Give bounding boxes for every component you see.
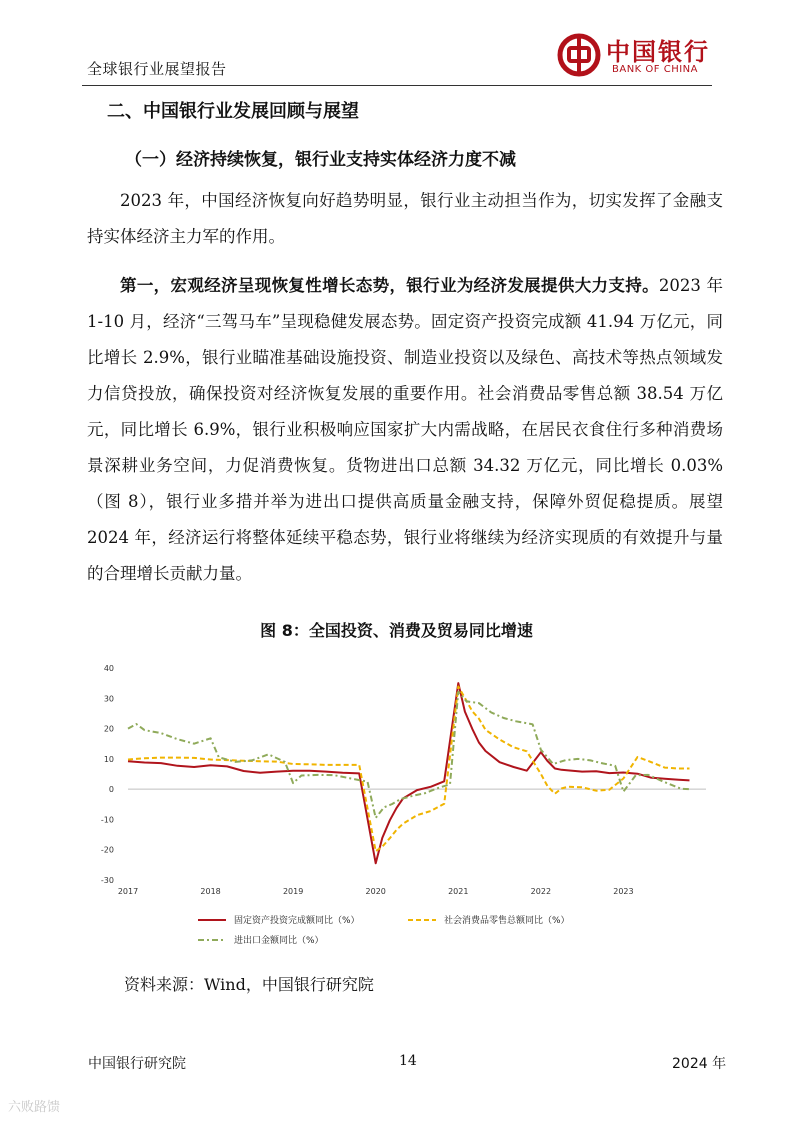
bank-logo-icon	[556, 32, 602, 78]
series-line-1	[128, 683, 690, 863]
x-tick-label: 2022	[530, 887, 552, 896]
bank-logo	[552, 30, 712, 82]
x-tick-label: 2020	[365, 887, 386, 896]
y-tick-label: -10	[100, 815, 114, 825]
y-tick-label: 20	[103, 724, 114, 734]
report-title: 全球银行业展望报告	[87, 60, 227, 78]
x-tick-label: 2019	[282, 887, 304, 896]
footer-page-number: 14	[399, 1053, 417, 1069]
paragraph-2-text: 2023 年 1-10 月，经济“三驾马车”呈现稳健发展态势。固定资产投资完成额 41.94 万亿元，同比增长 2.9%，银行业瞄准基础设施投资、制造业投资以及绿色、高技术等热点领域发力信贷投放，确保投资对经济恢复发展的重要作用。社会消费品零售总额 38.54 万亿元，同比增长 6.9%，银行业积极响应国家扩大内需战略，在居民衣食住行多种消费场景深耕业务空间，力促消费恢复。货物进出口总额 34.32 万亿元，同比增长 0.03%（图 8），银行业多措并举为进出口提供高质量金融支持，保障外贸促稳提质。展望 2024 年，经济运行将整体延续平稳态势，银行业将继续为经济实现质的有效提升与量的合理增长贡献力量。	[87, 276, 723, 583]
series-line-3	[128, 692, 690, 818]
legend-label-3: 进出口金额同比（%）	[234, 936, 324, 946]
y-tick-label: -20	[100, 845, 114, 855]
y-tick-label: 30	[103, 694, 114, 704]
growth-line-chart	[86, 650, 726, 970]
subsection-title: （一）经济持续恢复，银行业支持实体经济力度不减	[125, 150, 516, 170]
x-tick-label: 2017	[117, 887, 139, 896]
y-tick-label: -30	[100, 876, 114, 885]
paragraph-1	[87, 183, 723, 255]
x-tick-label: 2018	[200, 887, 221, 896]
x-tick-label: 2021	[448, 887, 469, 896]
paragraph-2-lead: 第一，宏观经济呈现恢复性增长态势，银行业为经济发展提供大力支持。	[120, 276, 659, 295]
y-tick-label: 40	[103, 664, 114, 673]
y-tick-label: 10	[103, 754, 114, 764]
footer-institute: 中国银行研究院	[88, 1056, 186, 1072]
paragraph-1-text: 2023 年，中国经济恢复向好趋势明显，银行业主动担当作为，切实发挥了金融支持实体经济主力军的作用。	[87, 191, 723, 246]
source-note: 资料来源：Wind，中国银行研究院	[124, 975, 374, 994]
series-line-2	[128, 687, 690, 852]
x-tick-label: 2023	[613, 887, 634, 896]
legend-label-2: 社会消费品零售总额同比（%）	[444, 916, 570, 926]
header-rule	[82, 85, 712, 86]
paragraph-2	[87, 268, 723, 592]
bank-logo-name: 中国银行	[606, 37, 710, 66]
bank-logo-english: BANK OF CHINA	[612, 64, 698, 75]
legend-label-1: 固定资产投资完成额同比（%）	[234, 916, 360, 926]
footer-year: 2024 年	[672, 1056, 727, 1072]
figure-title: 图 8：全国投资、消费及贸易同比增速	[260, 621, 533, 640]
watermark: 六败路馈	[8, 1100, 61, 1115]
section-title: 二、中国银行业发展回顾与展望	[107, 101, 359, 122]
y-tick-label: 0	[108, 785, 114, 795]
